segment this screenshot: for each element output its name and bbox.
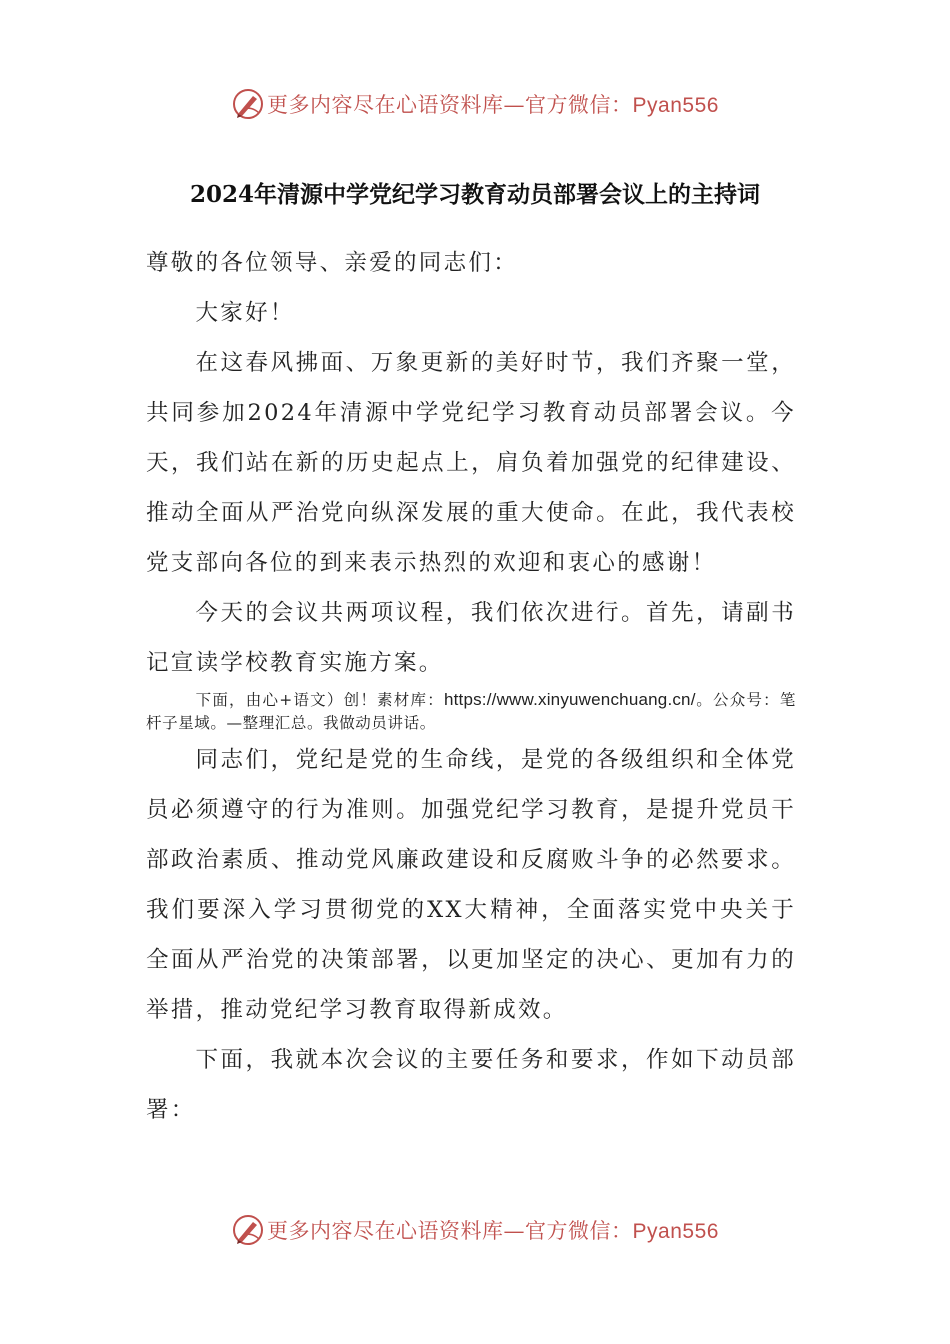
footer-banner xyxy=(0,1208,950,1252)
document-body xyxy=(146,238,796,1135)
source-note: 下面，由心+语文）创！素材库：https://www.xinyuwenchuang.cn/。公众号：笔杆子星域。—整理汇总。我做动员讲话。 xyxy=(146,690,796,732)
document-title: 2024年清源中学党纪学习教育动员部署会议上的主持词 xyxy=(189,181,760,208)
paragraph: 今天的会议共两项议程，我们依次进行。首先，请副书记宣读学校教育实施方案。 xyxy=(146,600,796,676)
paragraph: 下面，我就本次会议的主要任务和要求，作如下动员部署： xyxy=(146,1047,796,1123)
pen-logo-icon xyxy=(231,1213,265,1247)
source-url-link[interactable]: https://www.xinyuwenchuang.cn/ xyxy=(443,690,696,709)
greeting: 尊敬的各位领导、亲爱的同志们： xyxy=(146,250,519,276)
header-banner-text: 更多内容尽在心语资料库—官方微信：Pyan556 xyxy=(267,93,719,117)
paragraph: 同志们，党纪是党的生命线，是党的各级组织和全体党员必须遵守的行为准则。加强党纪学习教育，是提升党员干部政治素质、推动党风廉政建设和反腐败斗争的必然要求。我们要深入学习贯彻党的XX大精神，全面落实党中央关于全面从严治党的决策部署，以更加坚定的决心、更加有力的举措，推动党纪学习教育取得新成效。 xyxy=(146,747,796,1023)
pen-logo-icon xyxy=(231,87,265,121)
paragraph: 大家好！ xyxy=(195,300,295,326)
footer-banner-text: 更多内容尽在心语资料库—官方微信：Pyan556 xyxy=(267,1219,719,1243)
paragraph: 在这春风拂面、万象更新的美好时节，我们齐聚一堂，共同参加2024年清源中学党纪学习教育动员部署会议。今天，我们站在新的历史起点上，肩负着加强党的纪律建设、推动全面从严治党向纵深发展的重大使命。在此，我代表校党支部向各位的到来表示热烈的欢迎和衷心的感谢！ xyxy=(146,350,796,576)
header-banner xyxy=(0,82,950,126)
